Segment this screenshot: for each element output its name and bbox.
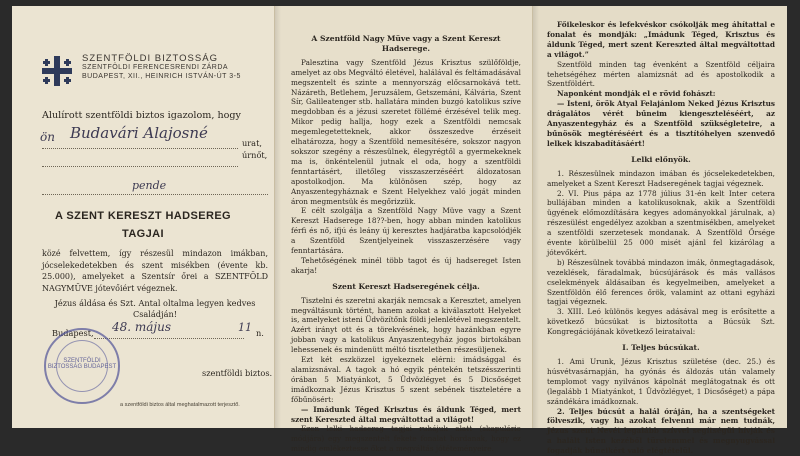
authorized-note: a szentföldi biztos által meghatalmazott terjesztő. — [120, 402, 240, 408]
middle-para-2: E célt szolgálja a Szentföld Nagy Müve vagy a Szent Kereszt Hadserege 18??-ben, hogy abban minden katolikus férfi és nő, ifjú és leány új keresztes hadjáratba kapcsolódjék a Szentföld Szentjelyeinek visszaszerzésére vagy fenntartására. — [291, 206, 521, 256]
third-line — [42, 194, 268, 195]
title-line2: TAGJAI — [122, 228, 164, 240]
handwritten-date: 48. május — [112, 320, 172, 334]
budapest-label: Budapest, — [52, 328, 94, 338]
middle-column — [291, 28, 521, 454]
org-text — [82, 54, 241, 88]
middle-panel — [274, 6, 533, 454]
right-para-2: Szentföld minden tag évenként a Szentföld céljaira tehetségéhez mérten alamizsnát ad és apostolkodik a Szentföldért. — [547, 59, 775, 89]
membership-text: közé felvettem, így részesül mindazon imákban, jócselekedetekben és szent misékben (évente kb. 25.000), amelyeket a Szentsír őrei a SZENTFÖLD NAGYMÜVE jótevőiért végeznek. — [42, 249, 268, 293]
middle-para-1: Palesztina vagy Szentföld Jézus Krisztus szülőföldje, amelyet az obs Megváltó életével, halálával és feltámadásával megszentelt és szinte a mennyország előcsarnokává tett. Názáreth, Betlehem, Jeruzsálem, Getszemáni, Kálvária, Szent Sír, Galileatenger stb. hallatára minden buzgó katolikus szíve megdobban és a jézusi szeretet föllémé érzésével telik meg. Mikor pedig hallja, hogy ezek a Szentföldi nemcsak megemlegetetteknek, akkor összeszedve érzéseit elhatározza, hogy a Szentföld nemesítésére, sokszor nagyon sokszor szegény a részesülnek, élegyrégtől a gyermekeknek ma is, önkéntelenül jutnak el oda, hogy a szentföldi fenntartásért, illetőleg visszaszerzéséért áldozatosan apostolkodjon. Ma különösen szép, hogy az Anyaszentegyháznak e Szent Helyekhez való jogát minden áron megmentsük és megőrizzük. — [291, 57, 521, 206]
right-heading: Lelki előnyök. — [631, 154, 691, 164]
n-label: n. — [256, 328, 264, 338]
right-para-8: 3. XIII. Leó különös kegyes adásával meg is erősítette a következő búcsúkat is biztosította a Búcsúk Szt. Kongregációjának következő leirataival: — [547, 307, 775, 337]
right-para-10: 2. Teljes búcsút a halál óráján, ha a szentségeket fölveszik, vagy ha azokat felvenni már nem tudnák, Jézus szent Nevét legalább szívvel segítségül hívják és a halált Isten kezéből türelemmel és megnyugvással fogadják bűneikért való elégtételül. — [547, 406, 775, 456]
urnot-label: úrnőt, — [242, 150, 268, 160]
name-line — [42, 148, 238, 149]
handwritten-name: Budavári Alajosné — [70, 124, 208, 142]
title-line1: A SZENT KERESZT HADSEREG — [54, 210, 232, 222]
front-panel — [12, 6, 274, 428]
date-line — [94, 338, 244, 339]
right-para-9: 1. Ami Urunk, Jézus Krisztus születése (dec. 25.) és húsvétvasárnapján, ha gyónás és áldozás után valamely templomot vagy nyilvános kápolnát meglátogatnak és ott (legalább 1 Miatyánkot, 1 Üdvözlégyet, 1 Dicsőséget) a pápa szándékára imádkoznak. — [547, 357, 775, 406]
right-heading-2: I. Teljes búcsúkat. — [622, 343, 700, 353]
right-para-5: 1. Részesülnek mindazon imában és jócselekedetekben, amelyeket a Szent Kereszt Hadseregének tagjai végeznek. — [547, 168, 775, 188]
middle-para-3: Tehetőségének minél több tagot és új hadsereget Isten akarja! — [291, 255, 521, 275]
certify-text: Alulírott szentföldi biztos igazolom, hogy — [42, 110, 241, 121]
org-line2: SZENTFÖLDI FERENCESRENDI ZÁRDA — [82, 64, 229, 71]
org-name: SZENTFÖLDI BIZTOSSÁG — [82, 53, 218, 64]
middle-para-7: Ezen lelki hadsereg tagjai ruhájuk alatt (skapulárie módjára) egy megszentelt fekete fonalat hordanak, hogy ez mindig emlékeztesse őket a megváltás jótéteményeire. — [291, 424, 521, 454]
right-para-7: b) Részesülnek továbbá mindazon imák, önmegtagadások, vezeklések, fáradalmak, búcsújárások és más vallásos cselekmények áldásaiban és kegyelmeiben, amelyeket a Szentföldön élő ferences őrök, valamint az ottani egyházi tagjai végeznek. — [547, 257, 775, 307]
right-column — [547, 20, 775, 456]
official-stamp — [44, 328, 120, 404]
org-header — [40, 54, 241, 88]
middle-heading-2: Szent Kereszt Hadseregének célja. — [332, 281, 480, 291]
right-para-1: Főikeleskor és lefekvéskor csókolják meg áhítattal e fonalat és mondják: „Imádunk Téged, Krisztus és áldunk Téged, mert szent Kereszted által megváltottad a világot.” — [547, 20, 775, 59]
right-panel — [532, 6, 787, 456]
org-address: BUDAPEST, XII., HEINRICH ISTVÁN-ÚT 3-5 — [82, 73, 241, 80]
right-para-3: Naponként mondják el e rövid fohászt: — [557, 89, 716, 99]
right-para-6: 2. VI. Pius pápa az 1778 július 31-én kelt Inter cetera bullájában minden a katolikusoknak, akik a Szentföldi ügyének előmozdítására kegyes adományokkal járulnak, a) részesülést engedélyez azokban a szentmisékben, amelyeket a szentföldi szerzetesek mondanak. A Szentföld Őrsége évente körülbelül 25 000 misét ajánl fel kizárólag a jótevőkért. — [547, 188, 775, 257]
fold-shadow-2 — [533, 6, 539, 428]
handwritten-pende: pende — [132, 179, 167, 192]
certificate-document — [12, 6, 786, 456]
middle-para-6: — Imádunk Téged Krisztus és áldunk Téged, mert szent Kereszted által megváltottad a világot! — [291, 404, 521, 424]
middle-para-5: Ezt két eszközzel igyekeznek elérni: imádsággal és alamizsnával. A tagok a hó egyik péntekén tetszésszerinti órában 5 Miatyánkot, 5 Üdvözlégyet és 5 Dicsőséget imádkoznak Jézus Krisztus 5 szent sebének tiszteletére a főbűnösért: — [291, 355, 521, 404]
second-line — [42, 166, 238, 167]
right-para-4: — Isteni, örök Atyal Felajánlom Neked Jézus Krisztus drágalátos vérét bűneim kiengeszteléséért, az Anyaszentegyház és a Szentföld szükségleteire, a bűnösök megtéréséért és a tisztítóhelyen szenvedő lelkek kiszabadításáért! — [547, 99, 775, 148]
signature-label: szentföldi biztos. — [202, 368, 273, 378]
blessing-text: Jézus áldása és Szt. Antal oltalma legyen kedves Családján! — [54, 298, 256, 319]
urat-label: urat, — [242, 138, 262, 148]
handwritten-day: 11 — [238, 321, 252, 334]
handwritten-prefix: ön — [40, 130, 55, 144]
middle-heading: A Szentföld Nagy Müve vagy a Szent Kereszt Hadserege. — [311, 34, 501, 53]
middle-para-4: Tisztelni és szeretni akarják nemcsak a Keresztet, amelyen megváltásunk történt, hanem azokat a kiválasztott Helyeket is, amelyeket isteni Üdvözítőnk földi jelenlétével megszentelt. Azért irányt ott és a törekvésének, hogy hazánkban egyre jobban vagy a katolikus Anyaszentegyház jogos birtokában lehessenek és mindenütt méltó tiszteletben részesüljenek. — [291, 295, 521, 355]
stamp-text: SZENTFÖLDI BIZTOSSÁG BUDAPEST — [47, 358, 117, 370]
jerusalem-cross-icon — [40, 54, 74, 88]
fold-shadow — [275, 6, 281, 428]
